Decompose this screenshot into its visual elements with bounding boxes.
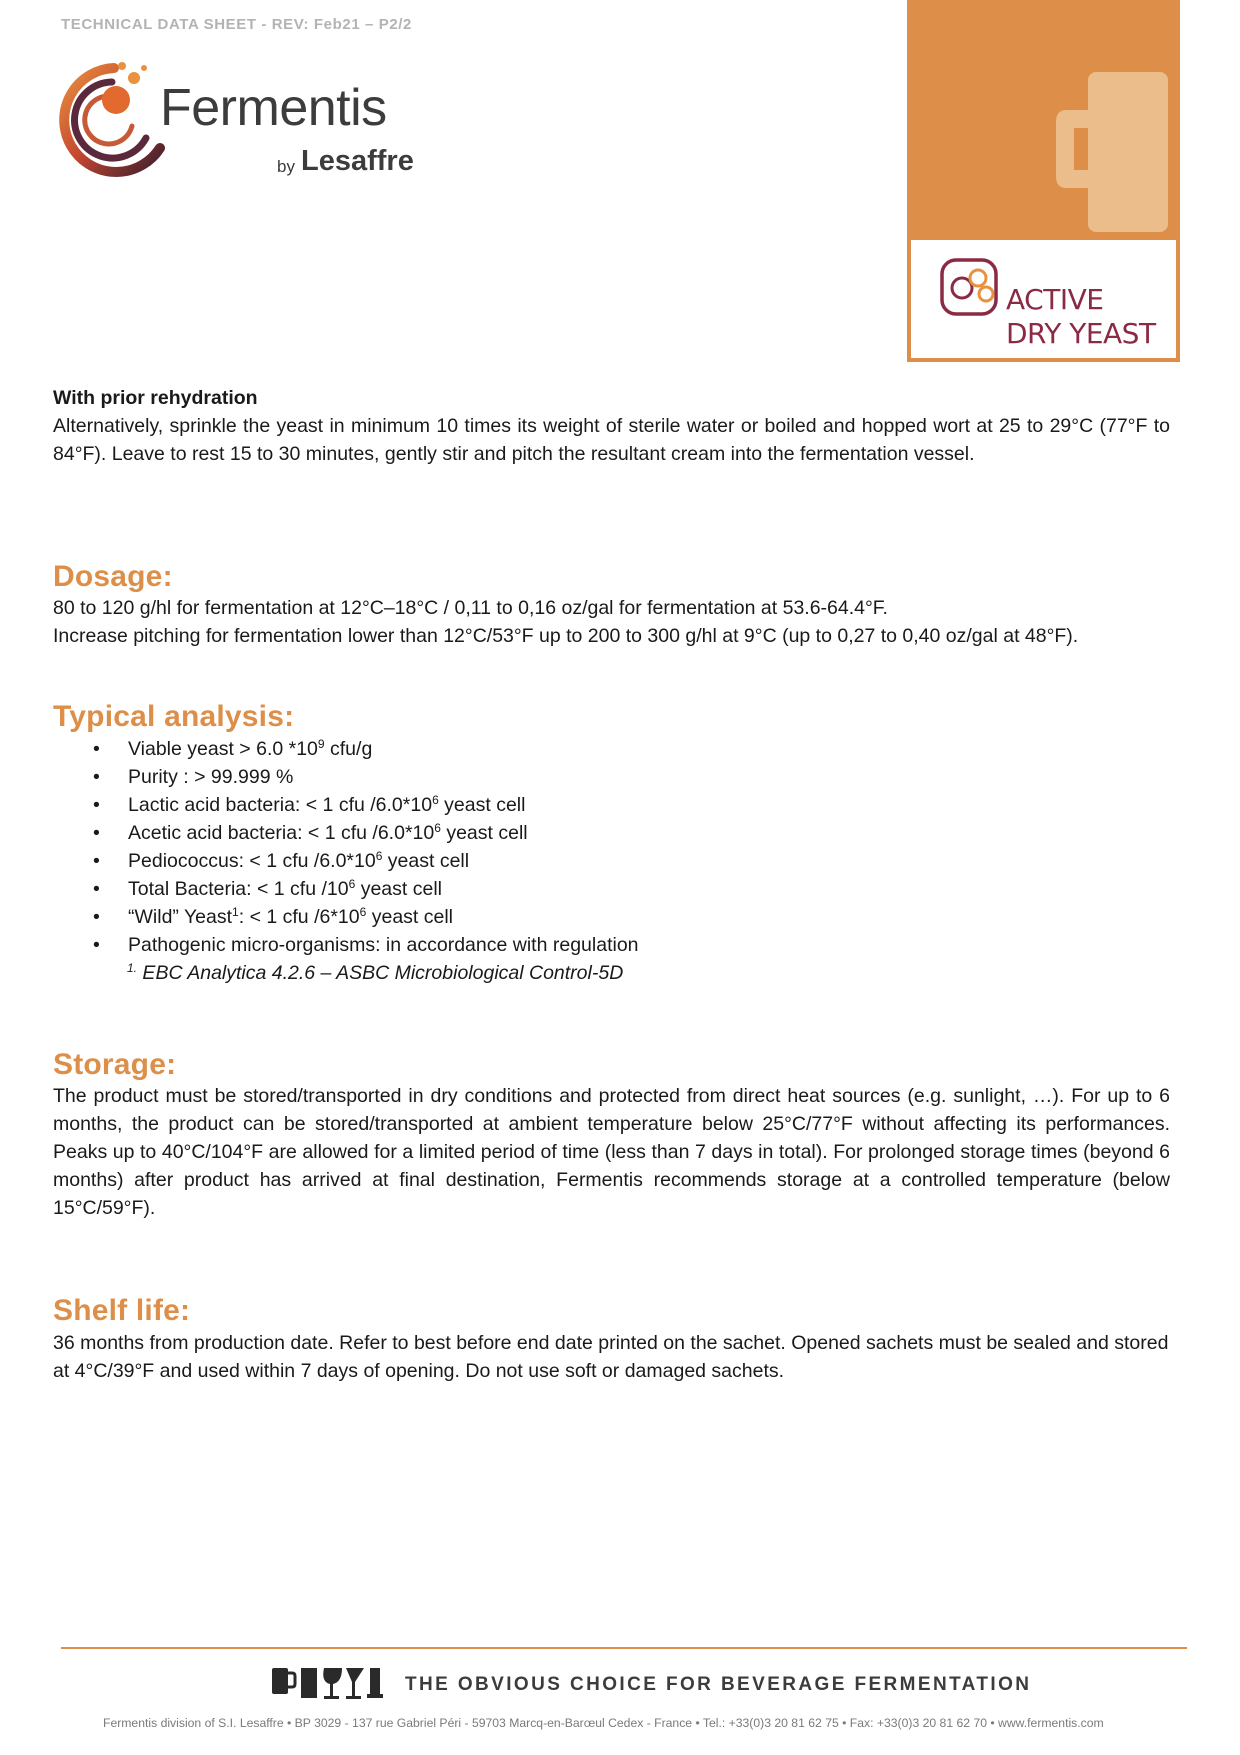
footer-slogan: THE OBVIOUS CHOICE FOR BEVERAGE FERMENTATION [405, 1674, 1032, 1695]
rehydration-heading: With prior rehydration [53, 387, 258, 409]
shelf-life-body [53, 1329, 1170, 1385]
list-item: • Pediococcus: < 1 cfu $/6.0*10^6$ yeast cell [53, 847, 1170, 875]
footer-divider [61, 1647, 1187, 1649]
storage-body [53, 1082, 1170, 1222]
list-item: • Pathogenic micro-organisms: in accordance with regulation [53, 931, 1170, 959]
badge-label-active: ACTIVE [1006, 283, 1104, 316]
bullet-icon: • [93, 794, 100, 816]
bullet-icon: • [93, 906, 100, 928]
beverage-glasses-icon [268, 1664, 388, 1702]
analysis-body [53, 735, 1170, 987]
dosage-section [53, 562, 1170, 592]
bullet-icon: • [93, 738, 100, 760]
list-item: • Viable yeast > 6.0 $*10^9$ cfu/g [53, 735, 1170, 763]
storage-text: The product must be stored/transported in dry conditions and protected from direct heat sources (e.g. sunlight, …). For up to 6 months, the product can be stored/transported at ambient temperature below 25°C/77°F without affecting its performances. Peaks up to 40°C/104°F are allowed for a limited period of time (less than 7 days in total). For prolonged storage times (beyond 6 months) after product has arrived at final destination, Fermentis recommends storage at a controlled temperature (below 15°C/59°F). [53, 1085, 1170, 1219]
bullet-icon: • [93, 878, 100, 900]
beer-mug-icon [1052, 72, 1170, 232]
yeast-cells-icon [938, 254, 1000, 320]
bullet-icon: • [93, 822, 100, 844]
brand-by: by [277, 157, 295, 176]
rehydration-section [53, 384, 1170, 468]
dosage-heading: Dosage: [53, 560, 173, 593]
brand-name: Fermentis [160, 79, 387, 137]
shelf-life-heading: Shelf life: [53, 1294, 191, 1327]
list-item: • Lactic acid bacteria: < 1 cfu $/6.0*10^6$ yeast cell [53, 791, 1170, 819]
list-item: • Total Bacteria: < 1 cfu $/10^6$ yeast cell [53, 875, 1170, 903]
sheet-reference: TECHNICAL DATA SHEET - REV: Feb21 – P2/2 [61, 16, 413, 33]
dosage-line: Increase pitching for fermentation lower than 12°C/53°F up to 200 to 300 g/hl at 9°C (up to 0,27 to 0,40 oz/gal at 48°F). [53, 625, 1079, 647]
shelf-life-text: 36 months from production date. Refer to best before end date printed on the sachet. Opened sachets must be sealed and stored at 4°C/39°F and used within 7 days of opening. Do not use soft or damaged sachets. [53, 1332, 1169, 1382]
analysis-list [53, 735, 1170, 959]
shelf-life-section [53, 1296, 1170, 1326]
storage-heading: Storage: [53, 1048, 177, 1081]
bullet-icon: • [93, 934, 100, 956]
list-item: • “Wild” Yeast$^1$: < 1 cfu $/6*10^6$ yeast cell [53, 903, 1170, 931]
rehydration-text: Alternatively, sprinkle the yeast in minimum 10 times its weight of sterile water or boiled and hopped wort at 25 to 29°C (77°F to 84°F). Leave to rest 15 to 30 minutes, gently stir and pitch the resultant cream into the fermentation vessel. [53, 415, 1170, 465]
list-item: • Acetic acid bacteria: < 1 cfu $/6.0*10^6$ yeast cell [53, 819, 1170, 847]
footer-address: Fermentis division of S.I. Lesaffre • BP 3029 - 137 rue Gabriel Péri - 59703 Marcq-en-Barœul Cedex - France • Tel.: +33(0)3 20 81 62 75 • Fax: +33(0)3 20 81 62 70 • www.fermentis.com [103, 1716, 1104, 1730]
dosage-line: 80 to 120 g/hl for fermentation at 12°C–18°C / 0,11 to 0,16 oz/gal for fermentation at 53.6-64.4°F. [53, 597, 888, 619]
storage-section [53, 1050, 1170, 1080]
analysis-heading: Typical analysis: [53, 700, 295, 733]
bullet-icon: • [93, 766, 100, 788]
analysis-section [53, 702, 1170, 732]
bullet-icon: • [93, 850, 100, 872]
analysis-footnote: $^{1.}$ EBC Analytica 4.2.6 – ASBC Microbiological Control-5D [127, 961, 624, 984]
list-item: • Purity : > 99.999 % [53, 763, 1170, 791]
brand-owner: Lesaffre [301, 145, 414, 177]
dosage-body [53, 594, 1170, 650]
badge-label-dry-yeast: DRY YEAST [1006, 317, 1156, 350]
